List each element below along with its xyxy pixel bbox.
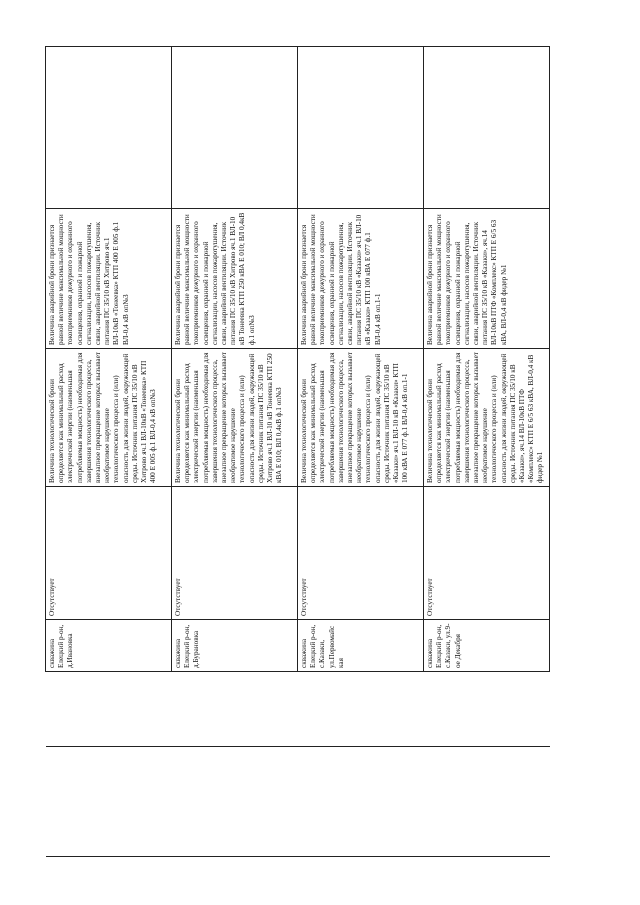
table-row — [298, 47, 424, 857]
empty-cell — [172, 47, 298, 209]
empty-cell — [46, 747, 172, 857]
reserve-cell: Отсутствует — [172, 487, 298, 620]
emergency-reserve-cell: Величина аварийной брони признается равной величине максимальной мощности токоприемников дежурного и охранного освещения, охранной и пожарной сигнализации, насосов пожаротушения, связи, аварийной вентиляции. Источник питания ПС 35/10 кВ «Казаки», яч.14 ВЛ-10кВ ПТФ «Комплекс» КТП Е 6/5 63 кВА, ВЛ-0,4 кВ фидер №1 — [424, 209, 550, 349]
empty-cell — [424, 47, 550, 209]
tech-reserve-cell: Величина технологической брони определяется как минимальный расход электрической энергии (наименьшая потребляемая мощность) необходимая для завершения технологического процесса, внезапное прекращение которых вызывает необратимое нарушение технологического процесса и (или) опасность для жизни людей, окружающей среды. Источник питания ПС 35/10 кВ Хитрово яч.1 ВЛ-10кВ «Тонеевка» КТП 400 Е 005 ф.1 ВЛ-0,4 кВ оп№3 — [46, 349, 172, 487]
object-cell: скважина Елецкий р-он, с.Казаки, ул.9-ое Декабря — [424, 620, 550, 672]
table-row — [424, 47, 550, 857]
table-row — [46, 47, 172, 857]
empty-cell — [46, 47, 172, 209]
empty-cell — [172, 747, 298, 857]
empty-cell — [172, 672, 298, 747]
tech-reserve-cell: Величина технологической брони определяется как минимальный расход электрической энергии (наименьшая потребляемая мощность) необходимая для завершения технологического процесса, внезапное прекращение которых вызывает необратимое нарушение технологического процесса и (или) опасность для жизни людей, окружающей среды. Источник питания ПС 35/10 кВ «Казаки» яч.1 ВЛ-10 кВ «Казаки» КТП 100 кВА Е 077 ф.1 ВЛ-0,4 кВ оп.1-1 — [298, 349, 424, 487]
reserve-table — [45, 46, 550, 857]
empty-cell — [46, 672, 172, 747]
reserve-cell: Отсутствует — [46, 487, 172, 620]
emergency-reserve-cell: Величина аварийной брони признается равной величине максимальной мощности токоприемников дежурного и охранного освещения, охранной и пожарной сигнализации, насосов пожаротушения, связи, аварийной вентиляции. Источник питания ПС 35/10 кВ Хитрово яч.1 ВЛ-10 кВ Тонеевка КТП 250 кВА Е 010; ВЛ 0,4кВ ф.1 оп№3 — [172, 209, 298, 349]
object-cell: скважина Елецкий р-он, д.Бурановка — [172, 620, 298, 672]
object-cell: скважина Елецкий р-он, д.Ивановка — [46, 620, 172, 672]
reserve-cell: Отсутствует — [424, 487, 550, 620]
empty-cell — [424, 747, 550, 857]
empty-cell — [424, 672, 550, 747]
empty-cell — [298, 672, 424, 747]
emergency-reserve-cell: Величина аварийной брони признается равной величине максимальной мощности токоприемников дежурного и охранного освещения, охранной и пожарной сигнализации, насосов пожаротушения, связи, аварийной вентиляции. Источник питания ПС 35/10 кВ «Казаки» яч.1 ВЛ-10 кВ «Казаки» КТП 100 кВА Е 077 ф.1 ВЛ-0,4 кВ оп.1-1 — [298, 209, 424, 349]
object-cell: скважина Елецкий р-он, с.Казаки, ул.Первомайская — [298, 620, 424, 672]
emergency-reserve-cell: Величина аварийной брони признается равной величине максимальной мощности токоприемников дежурного и охранного освещения, охранной и пожарной сигнализации, насосов пожаротушения, связи, аварийной вентиляции. Источник питания ПС 35/10 кВ Хитрово яч.1 ВЛ-10кВ «Тонеевка» КТП 400 Е 005 ф.1 ВЛ-0,4 кВ оп№3 — [46, 209, 172, 349]
rotated-table-container — [45, 47, 553, 857]
empty-cell — [298, 747, 424, 857]
reserve-cell: Отсутствует — [298, 487, 424, 620]
table-row — [172, 47, 298, 857]
tech-reserve-cell: Величина технологической брони определяется как минимальный расход электрической энергии (наименьшая потребляемая мощность) необходимая для завершения технологического процесса, внезапное прекращение которых вызывает необратимое нарушение технологического процесса и (или) опасность для жизни людей, окружающей среды. Источник питания ПС 35/10 кВ Хитрово яч.1 ВЛ-10 кВ Тонеевка КТП 250 кВА Е 010; ВЛ 0,4кВ ф.1 оп№3 — [172, 349, 298, 487]
tech-reserve-cell: Величина технологической брони определяется как минимальный расход электрической энергии (наименьшая потребляемая мощность) необходимая для завершения технологического процесса, внезапное прекращение которых вызывает необратимое нарушение технологического процесса и (или) опасность для жизни людей, окружающей среды. Источник питания ПС 35/10 кВ «Казаки», яч.14 ВЛ-10кВ ПТФ «Комплекс» КТП Е 6/5 63 кВА, ВЛ-0,4 кВ фидер №1 — [424, 349, 550, 487]
empty-cell — [298, 47, 424, 209]
